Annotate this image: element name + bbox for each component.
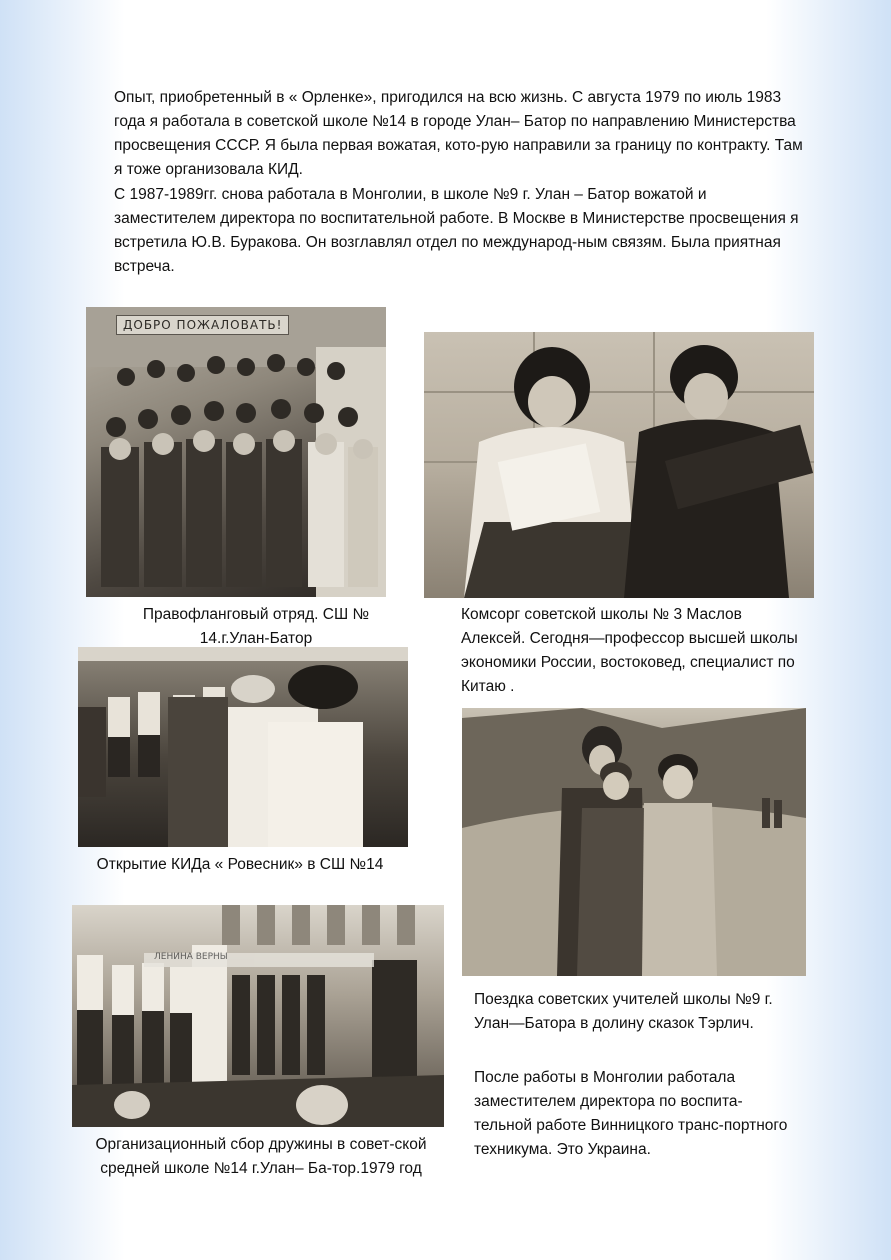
photo-club-opening xyxy=(78,647,408,847)
caption-pioneer-squad: Правофланговый отряд. СШ № 14.г.Улан-Батор xyxy=(142,606,370,647)
intro-paragraph-1 xyxy=(114,86,804,182)
caption-club-opening: Открытие КИДа « Ровесник» в СШ №14 xyxy=(96,856,384,873)
caption-komsorg: Комсорг советской школы № 3 Маслов Алексей. Сегодня—профессор высшей школы экономики России, востоковед, специалист по Китаю . xyxy=(461,606,798,695)
stage-banner-text: ЛЕНИНА ВЕРНЫ xyxy=(154,952,228,962)
caption-valley-trip: Поездка советских учителей школы №9 г. Улан—Батора в долину сказок Тэрлич. xyxy=(474,991,773,1032)
intro-text-2: С 1987-1989гг. снова работала в Монголии, в школе №9 г. Улан – Батор вожатой и заместителем директора по воспитательной работе. В Москве в Министерстве просвещения я встретила Ю.В. Буракова. Он возглавлял отдел по международ-ным связям. Была приятная встреча. xyxy=(114,186,799,275)
caption-school-assembly: Организационный сбор дружины в совет-ской средней школе №14 г.Улан– Ба-тор.1979 год xyxy=(95,1136,427,1177)
intro-paragraph-2 xyxy=(114,183,804,279)
photo-valley-trip xyxy=(462,708,806,976)
intro-text-1: Опыт, приобретенный в « Орленке», пригодился на всю жизнь. С августа 1979 по июль 1983 года я работала в советской школе №14 в городе Улан– Батор по направлению Министерства просвещения СССР. Я была первая вожатая, кото-рую направили за границу по контракту. Там я тоже организовала КИД. xyxy=(114,89,803,178)
photo-school-assembly xyxy=(72,905,444,1127)
text-after-mongolia: После работы в Монголии работала заместителем директора по воспита-тельной работе Винницкого транс-портного техникума. Это Украина. xyxy=(474,1069,788,1158)
stage-banner xyxy=(144,953,374,967)
welcome-banner: ДОБРО ПОЖАЛОВАТЬ! xyxy=(116,315,289,335)
photo-pioneer-squad xyxy=(86,307,386,597)
photo-komsorg xyxy=(424,332,814,598)
